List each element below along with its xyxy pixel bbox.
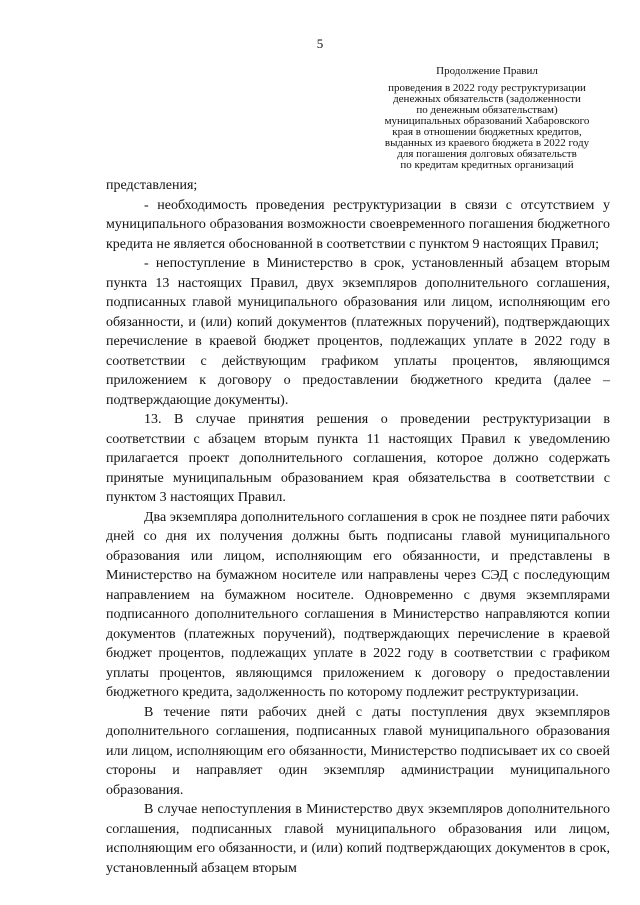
- header-line: по кредитам кредитных организаций: [400, 159, 574, 171]
- header-line: края в отношении бюджетных кредитов,: [392, 126, 582, 138]
- paragraph: - необходимость проведения реструктуризации в связи с отсутствием у муниципального образования возможности своевременного погашения бюджетного кредита не является обоснованной в соответствии с пунктом 9 настоящих Правил;: [106, 197, 610, 252]
- paragraph: В случае непоступления в Министерство двух экземпляров дополнительного соглашения, подписанных главой муниципального образования или лицом, исполняющим его обязанности, и (или) копий подтверждающих документов в срок, установленный абзацем вторым: [106, 802, 610, 876]
- header-line: для погашения долговых обязательств: [397, 148, 577, 160]
- page-number: 5: [316, 36, 324, 51]
- header-line: выданных из краевого бюджета в 2022 году: [384, 137, 590, 149]
- document-body: [106, 176, 610, 878]
- header-line: муниципальных образований Хабаровского: [384, 115, 590, 127]
- header-line: проведения в 2022 году реструктуризации: [388, 82, 586, 94]
- paragraph: представления;: [106, 178, 198, 193]
- header-line: по денежным обязательствам): [416, 104, 558, 116]
- header-title: Продолжение Правил: [436, 65, 538, 77]
- document-header: [352, 66, 622, 171]
- header-line: денежных обязательств (задолженности: [393, 93, 581, 105]
- paragraph: Два экземпляра дополнительного соглашения в срок не позднее пяти рабочих дней со дня их получения должны быть подписаны главой муниципального образования или лицом, исполняющим его обязанности, и представлены в Министерство на бумажном носителе или направлены через СЭД с последующим направлением на бумажном носителе. Одновременно с двумя экземплярами подписанного дополнительного соглашения в Министерство направляются копии документов (платежных поручений), подтверждающих перечисление в краевой бюджет процентов, подлежащих уплате в 2022 году в соответствии с графиком уплаты процентов, являющимся приложением к договору о предоставлении бюджетного кредита, задолженность по которому подлежит реструктуризации.: [106, 509, 610, 700]
- paragraph: 13. В случае принятия решения о проведении реструктуризации в соответствии с абзацем вторым пункта 11 настоящих Правил к уведомлению прилагается проект дополнительного соглашения, которое должно содержать принятые муниципальным образованием края обязательства в соответствии с пунктом 3 настоящих Правил.: [106, 412, 610, 505]
- paragraph: - непоступление в Министерство в срок, установленный абзацем вторым пункта 13 настоящих Правил, двух экземпляров дополнительного соглашения, подписанных главой муниципального образования или лицом, исполняющим его обязанности, и (или) копий документов (платежных поручений), подтверждающих перечисление в краевой бюджет процентов, подлежащих уплате в 2022 году в соответствии с действующим графиком уплаты процентов, являющимся приложением к договору о предоставлении бюджетного кредита (далее – подтверждающие документы).: [106, 256, 610, 408]
- paragraph: В течение пяти рабочих дней с даты поступления двух экземпляров дополнительного соглашения, подписанных главой муниципального образования или лицом, исполняющим его обязанности, Министерство подписывает их со своей стороны и направляет один экземпляр администрации муниципального образования.: [106, 704, 610, 798]
